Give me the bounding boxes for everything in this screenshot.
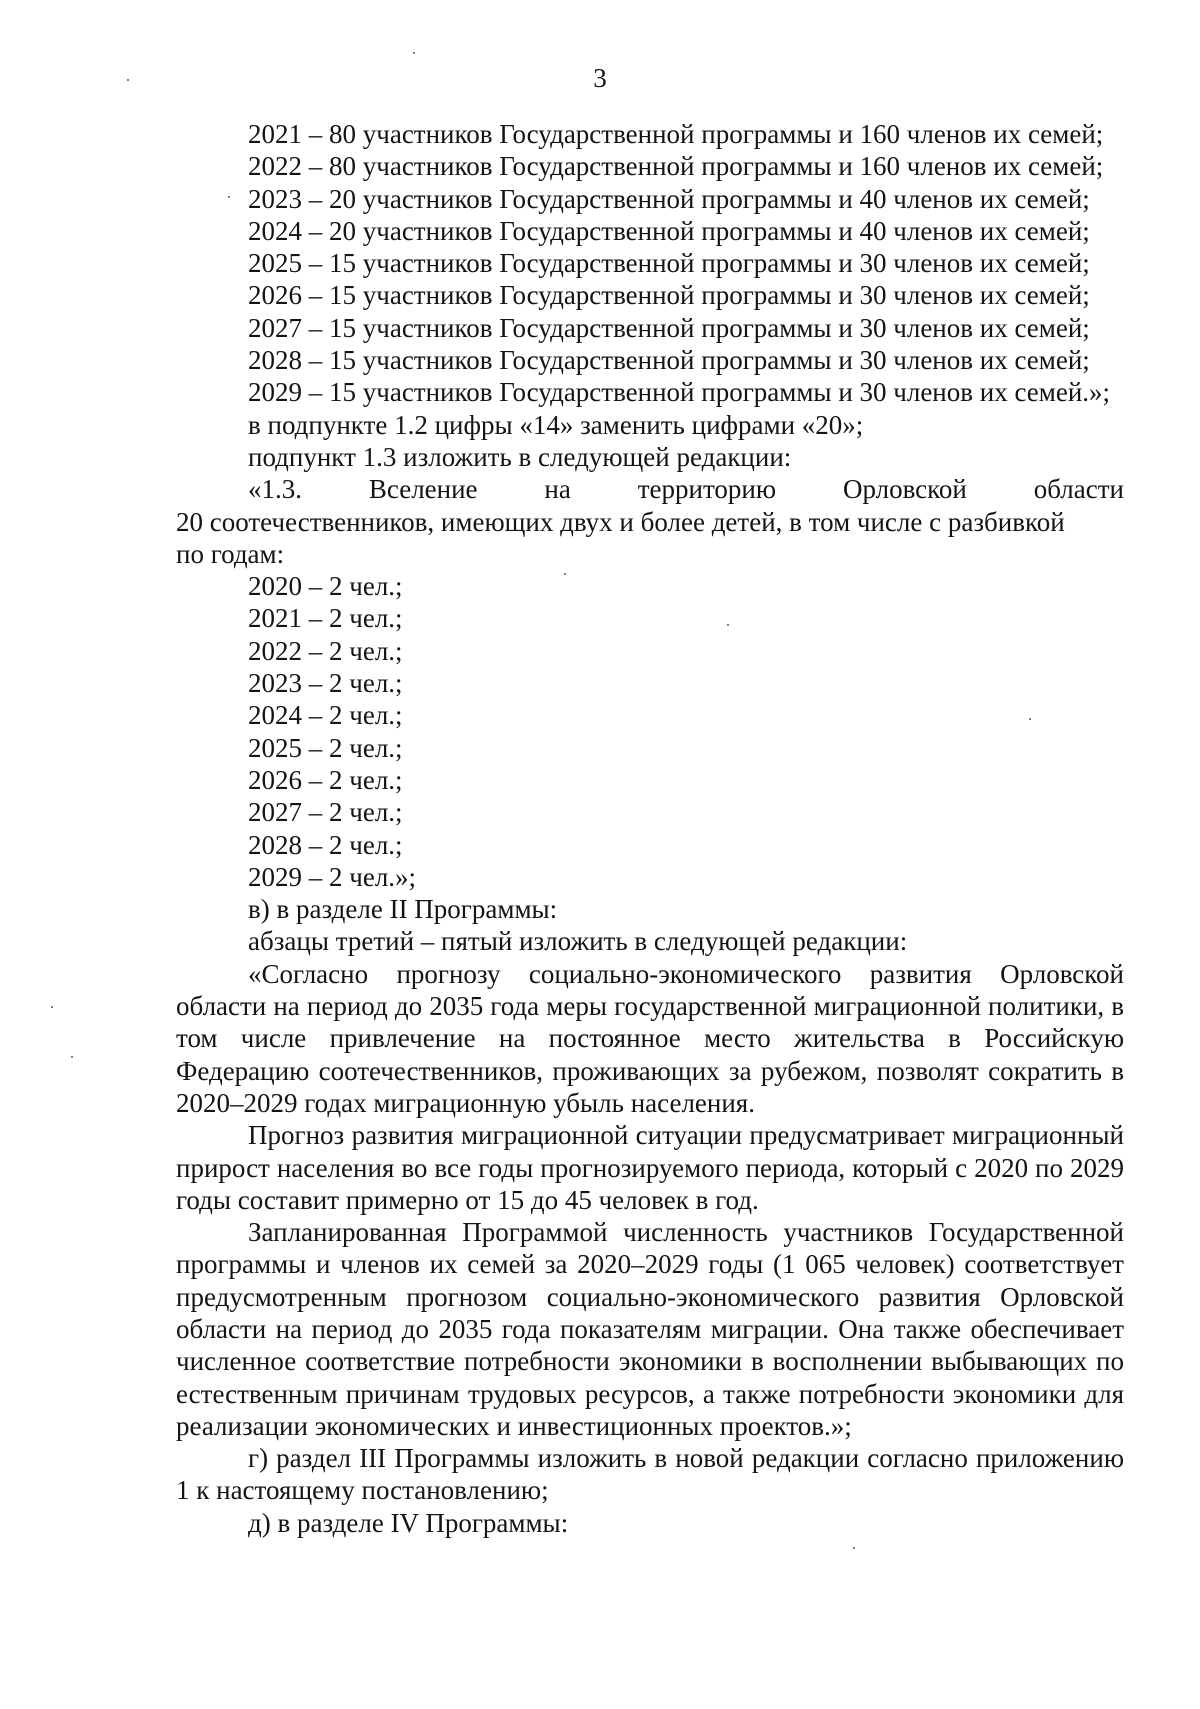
paragraph-planned: Запланированная Программой численность участников Государственной программы и членов их семей за 2020–2029 годы (1 065 человек) соответствует предусмотренным прогнозом социально-экономического развития Орловской области на период до 2035 года показателям миграции. Она также обеспечивает численное соответствие потребности экономики в восполнении выбывающих по естественным причинам трудовых ресурсов, а также потребности экономики для реализации экономических и инвестиционных проектов.»; <box>176 1217 1124 1441</box>
per-year-2029: 2029 – 2 чел.»; <box>248 861 417 892</box>
paragraph-forecast: «Согласно прогнозу социально-экономического развития Орловской области на период до 2035 года меры государственной миграционной политики, в том числе привлечение на постоянное место жительства в Российскую Федерацию соотечественников, проживающих за рубежом, позволят сократить в 2020–2029 годах миграционную убыль населения. <box>176 958 1124 1118</box>
year-line-2023: 2023 – 20 участников Государственной программы и 40 членов их семей; <box>248 183 1090 214</box>
paragraph-migration: Прогноз развития миграционной ситуации предусматривает миграционный прирост населения во все годы прогнозируемого периода, который с 2020 по 2029 годы составит примерно от 15 до 45 человек в год. <box>176 1120 1124 1215</box>
year-line-2021: 2021 – 80 участников Государственной программы и 160 членов их семей; <box>248 119 1104 149</box>
per-year-2020: 2020 – 2 чел.; <box>248 571 403 602</box>
year-line-2026: 2026 – 15 участников Государственной программы и 30 членов их семей; <box>248 280 1090 311</box>
document-body <box>176 118 1124 1539</box>
scan-speck <box>127 79 129 81</box>
subpoint-1-3-intro: подпункт 1.3 изложить в следующей редакции: <box>248 441 792 472</box>
point-1-3-line-3: по годам: <box>176 538 285 569</box>
scan-speck <box>51 1006 53 1008</box>
year-line-2025: 2025 – 15 участников Государственной программы и 30 членов их семей; <box>248 248 1090 279</box>
year-line-2027: 2027 – 15 участников Государственной программы и 30 членов их семей; <box>248 312 1090 343</box>
year-line-2028: 2028 – 15 участников Государственной программы и 30 членов их семей; <box>248 345 1090 376</box>
per-year-2023: 2023 – 2 чел.; <box>248 668 403 699</box>
section-d-heading: д) в разделе IV Программы: <box>248 1507 569 1538</box>
page-number: 3 <box>593 63 607 93</box>
per-year-2027: 2027 – 2 чел.; <box>248 797 403 828</box>
section-g-paragraph: г) раздел III Программы изложить в новой редакции согласно приложению 1 к настоящему постановлению; <box>176 1443 1124 1506</box>
year-line-2022: 2022 – 80 участников Государственной программы и 160 членов их семей; <box>248 151 1104 182</box>
section-v-heading: в) в разделе II Программы: <box>248 894 558 925</box>
subpoint-1-2-amendment: в подпункте 1.2 цифры «14» заменить цифрами «20»; <box>248 409 864 440</box>
per-year-2025: 2025 – 2 чел.; <box>248 732 403 763</box>
per-year-2022: 2022 – 2 чел.; <box>248 635 403 666</box>
scan-speck <box>1029 718 1031 720</box>
paragraphs-intro: абзацы третий – пятый изложить в следующей редакции: <box>248 926 908 957</box>
year-line-2029: 2029 – 15 участников Государственной программы и 30 членов их семей.»; <box>248 377 1111 408</box>
per-year-2024: 2024 – 2 чел.; <box>248 700 403 731</box>
per-year-2021: 2021 – 2 чел.; <box>248 603 403 634</box>
point-1-3-line-2: 20 соотечественников, имеющих двух и более детей, в том числе с разбивкой <box>176 506 1065 537</box>
scan-speck <box>853 1547 855 1549</box>
scan-speck <box>727 624 729 626</box>
scan-speck <box>564 573 566 575</box>
scan-speck <box>71 1056 73 1058</box>
scan-speck <box>413 52 415 54</box>
per-year-2026: 2026 – 2 чел.; <box>248 764 403 795</box>
point-1-3-line-1: «1.3. Вселение на территорию Орловской области <box>248 474 1124 505</box>
year-line-2024: 2024 – 20 участников Государственной программы и 40 членов их семей; <box>248 215 1090 246</box>
scan-speck <box>228 196 230 198</box>
per-year-2028: 2028 – 2 чел.; <box>248 829 403 860</box>
